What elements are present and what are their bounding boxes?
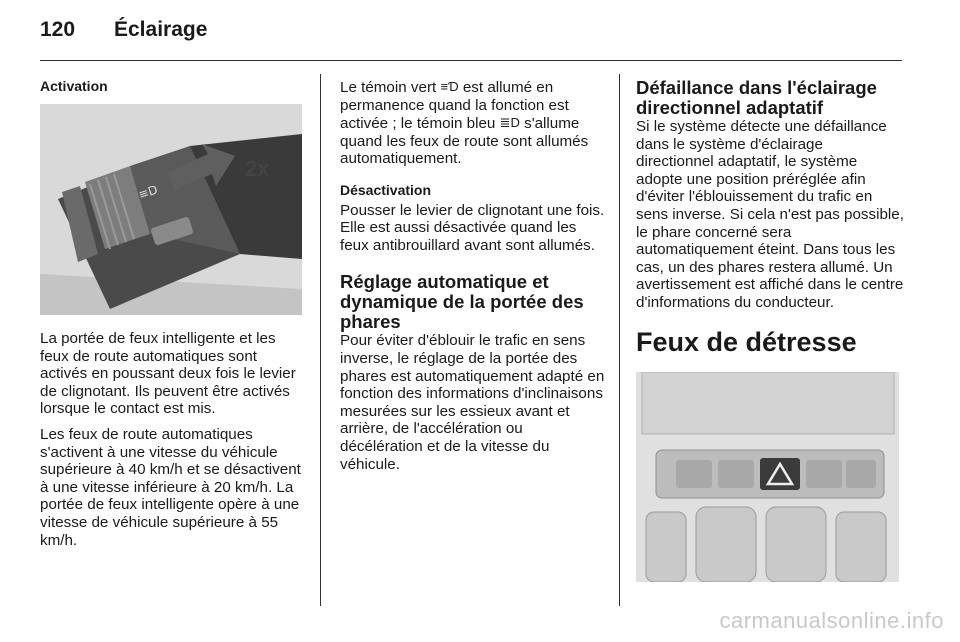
text-run: Le témoin vert bbox=[340, 79, 437, 96]
column-divider bbox=[619, 74, 620, 606]
paragraph: La portée de feux intelligente et les feux de route automatiques sont activés en poussant deux fois le levier de clignotant. Ils peuvent être activés lorsque le contact est mis. bbox=[40, 330, 296, 418]
text-run: s'allume quand les feux de route sont allumés automatiquement. bbox=[340, 115, 589, 168]
paragraph: Pousser le levier de clignotant une fois. Elle est aussi désactivée quand les feux antibrouillard avant sont allumés. bbox=[340, 201, 605, 254]
column-divider bbox=[320, 74, 321, 606]
paragraph: Pour éviter d'éblouir le trafic en sens inverse, le réglage de la portée des phares est automatiquement adapté en fonction des informations d'inclinaisons mesurées sur les essieux avant et arrière, de l'accélération ou décélération et de la vitesse du véhicule. bbox=[340, 332, 605, 473]
paragraph: Si le système détecte une défaillance dans le système d'éclairage directionnel adaptatif, le système adopte une position préréglée afin d'éviter l'éblouissement du trafic en sens inverse. Si cela n'est pas possible, le phare concerné sera automatiquement éteint. Dans tous les cas, un des phares restera allumé. Un avertissement est affiché dans le centre d'informations du conducteur. bbox=[636, 118, 904, 311]
section-heading: Désactivation bbox=[340, 181, 432, 198]
section-heading: Réglage automatique et dynamique de la portée des phares bbox=[340, 271, 584, 333]
hazard-switch-figure bbox=[636, 372, 899, 582]
arrow-label: 2x bbox=[245, 156, 270, 181]
watermark: carmanualsonline.info bbox=[719, 608, 944, 633]
paragraph: Les feux de route automatiques s'activent à une vitesse du véhicule supérieure à 40 km/h et se désactivent à une vitesse inférieure à 20 km/h. La portée de feux intelligente opère à une vitesse de véhicule supérieure à 55 km/h. bbox=[40, 425, 301, 549]
header-rule bbox=[40, 60, 902, 61]
column-left bbox=[40, 78, 302, 98]
text-run: est allumé en permanence quand la fonction est activée ; le témoin bleu bbox=[340, 79, 569, 133]
section-title: Feux de détresse bbox=[636, 326, 857, 357]
section-heading: Défaillance dans l'éclairage directionnel adaptatif bbox=[636, 77, 877, 118]
svg-text:≡D: ≡D bbox=[136, 182, 160, 202]
section-heading: Activation bbox=[40, 78, 108, 94]
chapter-title: Éclairage bbox=[114, 18, 208, 41]
column-middle bbox=[340, 78, 606, 481]
column-right bbox=[636, 78, 904, 358]
column-left-body bbox=[40, 330, 306, 557]
page-number: 120 bbox=[40, 18, 76, 41]
high-beam-icon: ≣D bbox=[499, 115, 520, 131]
paragraph bbox=[340, 78, 606, 168]
lever-figure bbox=[40, 104, 302, 315]
high-beam-auto-icon: ≡Ɗ bbox=[440, 79, 459, 94]
